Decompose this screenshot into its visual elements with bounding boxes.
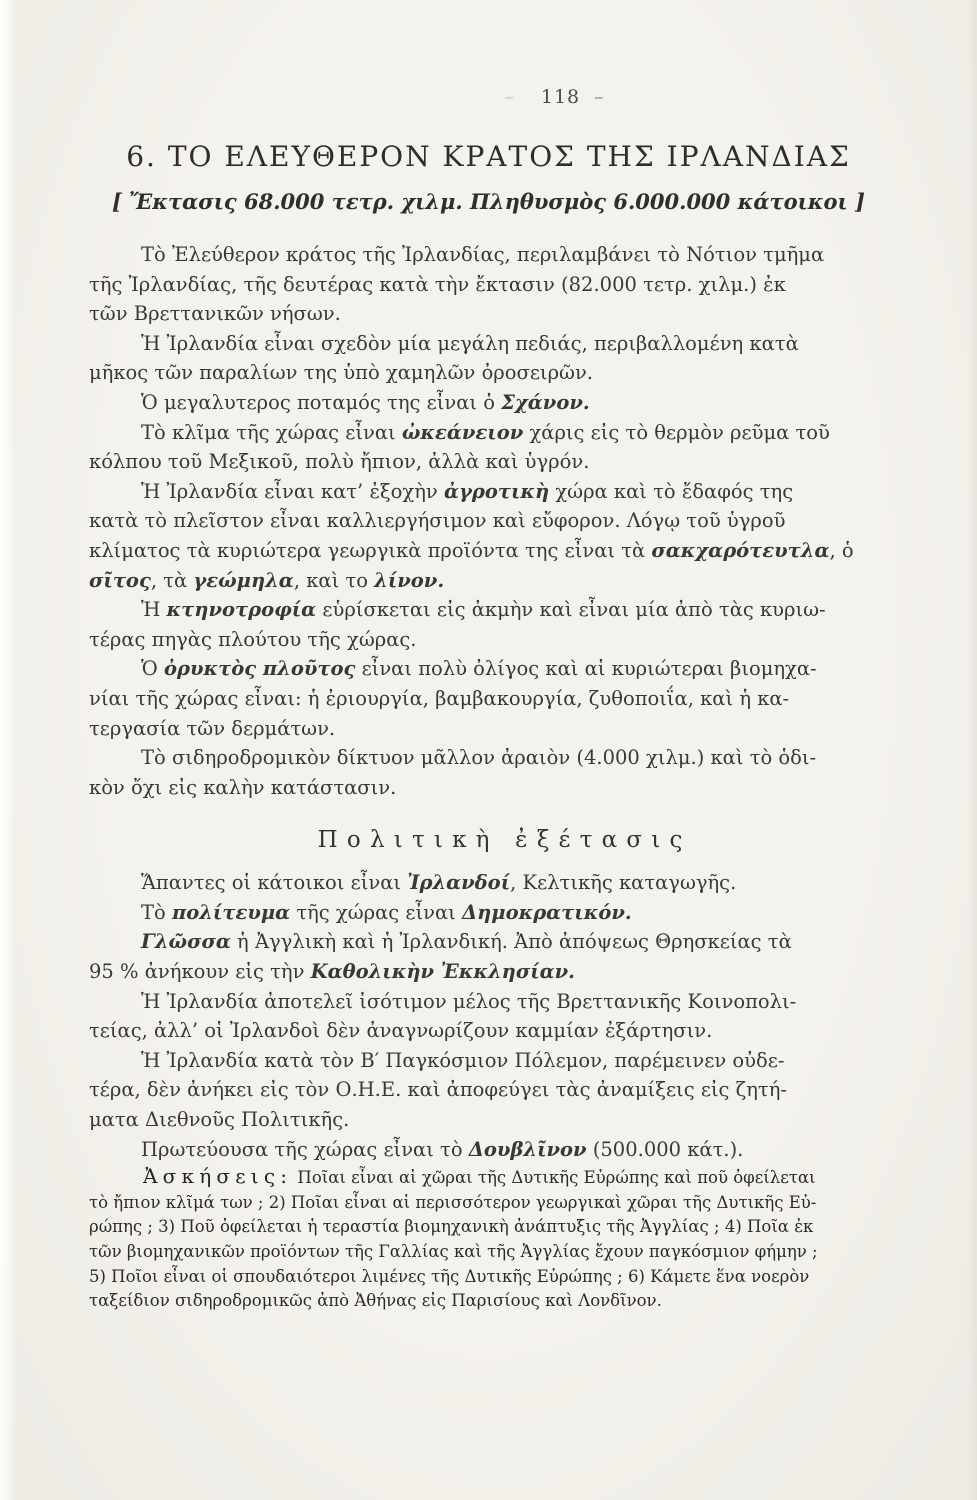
paragraph-ww2-neutrality (89, 1046, 911, 1135)
emphasis-term-language: Γλῶσσα (141, 930, 231, 954)
paragraph-government (89, 898, 911, 928)
page-number: 118 (540, 86, 581, 108)
paragraph-livestock (89, 595, 911, 654)
emphasis-term-potatoes: γεώμηλα (193, 568, 294, 592)
paragraph-climate (89, 418, 911, 477)
emphasis-term-oceanic: ὠκεάνειον (401, 420, 524, 444)
text-segment: , καὶ το (293, 568, 375, 592)
emphasis-term-shannon: Σχάνον. (501, 390, 590, 414)
paragraph-railways (89, 743, 911, 802)
emphasis-term-wheat: σῖτος (89, 568, 151, 592)
page-number-left-dash: – (504, 86, 515, 108)
paragraph-river (89, 388, 911, 418)
exercises-label: Ἀσκήσεις: (143, 1164, 293, 1189)
text-segment: , Κελτικῆς καταγωγῆς. (510, 871, 737, 895)
exercises-text: Ποῖαι εἶναι αἱ χῶραι τῆς Δυτικῆς Εὐρώπης καὶ ποῦ ὀφείλεται τὸ ἤπιον κλῖμά των ; 2) Ποῖαι εἶναι αἱ περισσότερον γεωργικαὶ χῶραι τῆς Δυτικῆς Εὐ- ρώπης ; 3) Ποῦ ὀφείλεται ἡ τεραστία βιομηχανικὴ ἀνάπτυξις τῆς Ἀγγλίας ; 4) Ποῖα ἐκ τῶν βιομηχανικῶν προϊόντων τῆς Γαλλίας καὶ τῆς Ἀγγλίας ἔχουν παγκόσμιον φήμην ; 5) Ποῖοι εἶναι οἱ σπουδαιότεροι λιμένες τῆς Δυτικῆς Εὐρώπης ; 6) Κάμετε ἕνα νοερὸν ταξείδιον σιδηροδρομικῶς ἀπὸ Ἀθήνας εἰς Παρισίους καὶ Λονδῖνον. (89, 1168, 818, 1311)
text-segment: εὑρίσκεται εἰς ἀκμὴν καὶ εἶναι μία ἀπὸ τὰς κυριω- τέρας πηγὰς πλούτου τῆς χώρας. (89, 598, 826, 651)
page-body (89, 240, 911, 1314)
text-segment: Ὁ μεγαλυτερος ποταμός της εἶναι ὁ (141, 390, 502, 414)
text-segment: χώρα καὶ τὸ ἔδαφός της κατὰ τὸ πλεῖστον εἶναι καλλιεργήσιμον καὶ εὔφορον. Λόγῳ τοῦ ὑγροῦ κλίματος τὰ κυριώτερα γεωργικὰ προϊόντα της εἶναι τὰ (89, 479, 794, 562)
text-segment: Τὸ σιδηροδρομικὸν δίκτυον μᾶλλον ἀραιὸν (4.000 χιλμ.) καὶ τὸ ὁδι- κὸν ὄχι εἰς καλὴν κατάστασιν. (89, 746, 817, 799)
text-segment: (500.000 κάτ.). (586, 1137, 744, 1161)
text-segment: ἡ Ἀγγλικὴ καὶ ἡ Ἰρλανδική. Ἀπὸ ἀπόψεως Θρησκείας τὰ 95 % ἀνήκουν εἰς τὴν (89, 930, 792, 984)
page-number-row (66, 86, 977, 108)
paragraph-minerals-industry (89, 654, 911, 743)
emphasis-term-mineral-wealth: ὀρυκτὸς πλοῦτος (163, 657, 356, 681)
section-heading-political-examination: Πολιτικὴ ἐξέτασις (317, 827, 692, 854)
emphasis-term-sugarbeet: σακχαρότευτλα (651, 538, 830, 562)
text-segment: Πρωτεύουσα τῆς χώρας εἶναι τὸ (141, 1137, 469, 1161)
paragraph-relief (89, 329, 911, 388)
emphasis-term-livestock: κτηνοτροφία (166, 598, 317, 622)
text-segment: Ἡ Ἰρλανδία εἶναι σχεδὸν μία μεγάλη πεδιάς, περιβαλλομένη κατὰ μῆκος τῶν παραλίων της ὑπὸ χαμηλῶν ὀροσειρῶν. (89, 331, 799, 385)
text-segment: Ἡ Ἰρλανδία ἀποτελεῖ ἰσότιμον μέλος τῆς Βρεττανικῆς Κοινοπολι- τείας, ἀλλ’ οἱ Ἰρλανδοὶ δὲν ἀναγνωρίζουν καμμίαν ἐξάρτησιν. (89, 989, 797, 1043)
emphasis-term-dublin: Δουβλῖνον (468, 1137, 587, 1161)
exercises-block (89, 1164, 927, 1314)
emphasis-term-polity: πολίτευμα (171, 900, 291, 924)
text-segment: Τὸ (141, 900, 172, 924)
emphasis-term-democratic: Δημοκρατικόν. (462, 900, 632, 924)
paragraph-territory (89, 240, 911, 329)
paragraph-capital (89, 1135, 911, 1165)
paragraph-agriculture (89, 477, 911, 595)
text-segment: εἶναι πολὺ ὀλίγος καὶ αἱ κυριώτεραι βιομηχα- νίαι τῆς χώρας εἶναι: ἡ ἐριουργία, βαμβακουργία, ζυθοποιΐα, καὶ ἡ κα- τεργασία τῶν δερμάτων. (89, 657, 817, 740)
emphasis-term-catholic-church: Καθολικὴν Ἐκκλησίαν. (310, 960, 575, 984)
text-segment: τῆς χώρας εἶναι (290, 900, 462, 924)
area-population-line: [ Ἔκτασις 68.000 τετρ. χιλμ. Πληθυσμὸς 6.000.000 κάτοικοι ] (112, 189, 865, 214)
chapter-title: 6. ΤΟ ΕΛΕΥΘΕΡΟΝ ΚΡΑΤΟΣ ΤΗΣ ΙΡΛΑΝΔΙΑΣ (126, 140, 851, 173)
paragraph-inhabitants (89, 868, 911, 898)
paragraph-commonwealth (89, 987, 911, 1046)
text-segment: Τὸ Ἐλεύθερον κράτος τῆς Ἰρλανδίας, περιλαμβάνει τὸ Νότιον τμῆμα τῆς Ἰρλανδίας, τῆς δευτέρας κατὰ τὴν ἔκτασιν (82.000 τετρ. χιλμ.) ἐκ τῶν Βρεττανικῶν νήσων. (89, 243, 825, 326)
text-segment: , ὁ (829, 538, 854, 562)
emphasis-term-flax: λίνον. (374, 568, 445, 592)
paragraph-language-religion (89, 927, 911, 986)
text-segment: , τὰ (150, 568, 194, 592)
text-segment: Ἡ Ἰρλανδία εἶναι κατ’ ἐξοχὴν (141, 479, 444, 503)
text-segment: Ὁ (141, 657, 164, 681)
text-segment: Ἡ Ἰρλανδία κατὰ τὸν Β′ Παγκόσμιον Πόλεμον, παρέμεινεν οὐδε- τέρα, δὲν ἀνήκει εἰς τὸν Ο.Η.Ε. καὶ ἀποφεύγει τὰς ἀναμίξεις εἰς ζητή- ματα Διεθνοῦς Πολιτικῆς. (89, 1048, 787, 1132)
text-segment: Τὸ κλῖμα τῆς χώρας εἶναι (141, 420, 402, 444)
emphasis-term-irish: Ἰρλανδοί (407, 871, 511, 895)
text-segment: χάρις εἰς τὸ θερμὸν ρεῦμα τοῦ κόλπου τοῦ Μεξικοῦ, πολὺ ἤπιον, ἀλλὰ καὶ ὑγρόν. (89, 420, 830, 474)
text-segment: Ἅπαντες οἱ κάτοικοι εἶναι (141, 871, 408, 895)
emphasis-term-agrarian: ἀγροτικὴ (443, 479, 550, 503)
text-segment: Ἡ (141, 598, 167, 622)
page-number-right-dash: – (594, 86, 605, 108)
